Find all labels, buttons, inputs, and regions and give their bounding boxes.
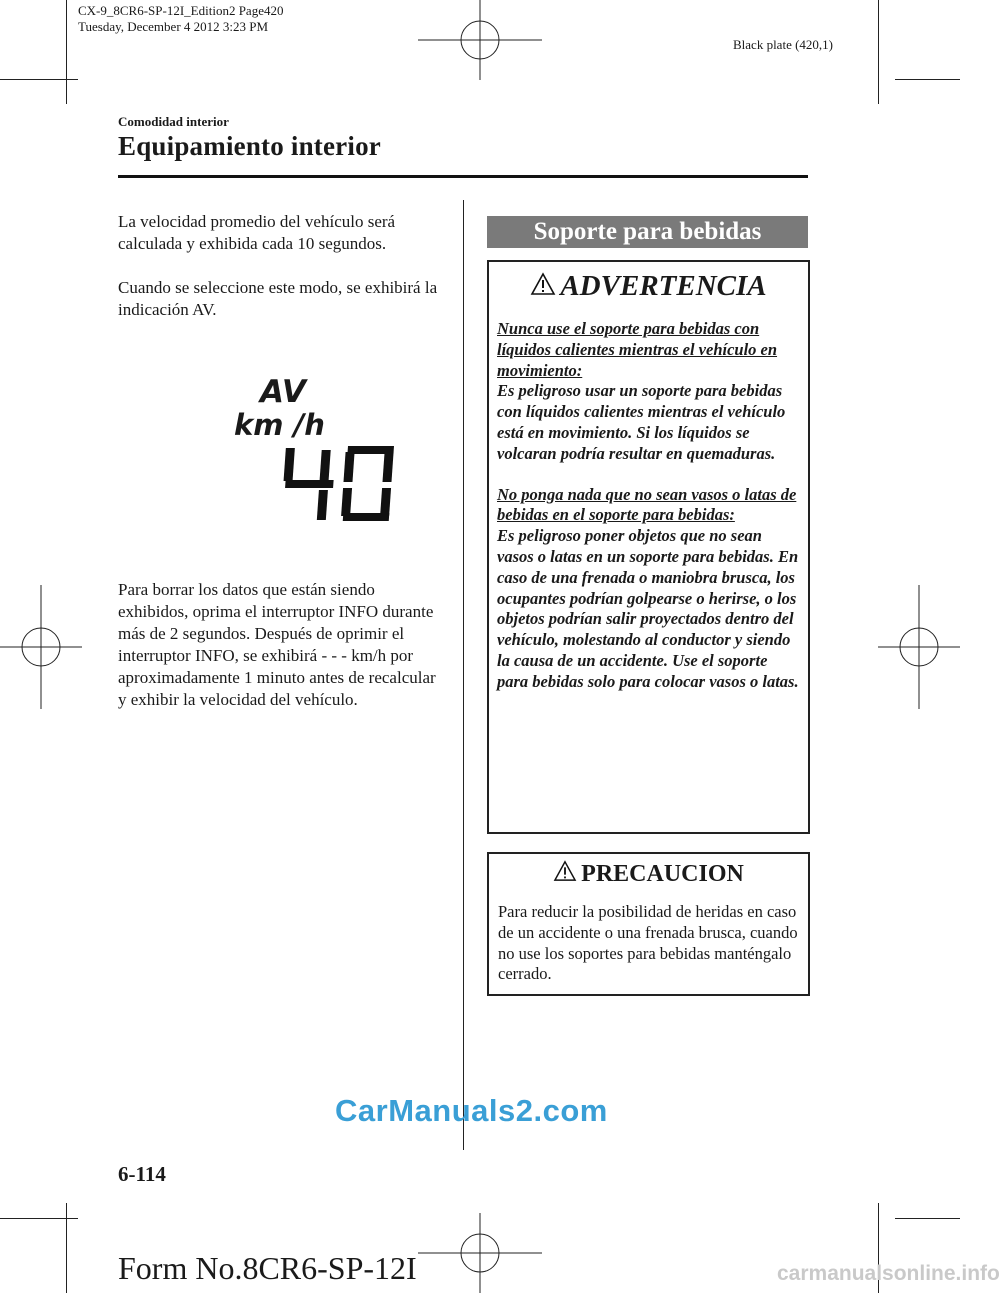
print-plate-label: Black plate (420,1) [733, 37, 833, 52]
registration-mark-top [418, 0, 542, 80]
paragraph-average-speed: La velocidad promedio del vehículo será calculada y exhibida cada 10 segundos. [118, 212, 396, 253]
caution-title-text: PRECAUCION [581, 861, 744, 887]
crop-mark [895, 1218, 960, 1219]
display-unit-label: km /h [234, 408, 325, 442]
print-header-line1: CX-9_8CR6-SP-12I_Edition2 Page420 [78, 3, 284, 18]
section-label: Comodidad interior [118, 114, 229, 129]
section-heading-cup-holder: Soporte para bebidas [487, 216, 808, 248]
warning-triangle-icon [553, 860, 577, 882]
watermark-site: carmanualsonline.info [777, 1262, 1000, 1285]
caution-text: Para reducir la posibilidad de heridas en caso de un accidente o una frenada brusca, cuando no use los soportes para bebidas manténgalo cerrado. [498, 902, 798, 984]
registration-mark-right [878, 585, 960, 709]
paragraph-clear-data: Para borrar los datos que están siendo exhibidos, oprima el interruptor INFO durante más de 2 segundos. Después de oprimir el interruptor INFO, se exhibirá - - - km/h por aproximadamente 1 minuto antes de recalcular y exhibir la velocidad del vehículo. [118, 580, 436, 709]
warning-item1-text: Es peligroso usar un soporte para bebidas con líquidos calientes mientras el vehículo está en movimiento. Si los líquidos se volcaran podría resultar en quemaduras. [497, 381, 786, 463]
page-title: Equipamiento interior [118, 131, 381, 161]
crop-mark [66, 1203, 67, 1293]
crop-mark [0, 1218, 78, 1219]
crop-mark [878, 0, 879, 104]
registration-mark-bottom [418, 1213, 542, 1293]
registration-mark-left [0, 585, 82, 709]
warning-body [489, 319, 808, 693]
caution-box [487, 852, 810, 996]
warning-item2-text: Es peligroso poner objetos que no sean vasos o latas en un soporte para bebidas. En caso de una frenada o maniobra brusca, los ocupantes podrían golpearse o herirse, o los objetos podrían salir proyectados dentro del vehículo, molestando al conductor y siendo la causa de un accidente. Use el soporte para bebidas solo para colocar vasos o latas. [497, 526, 799, 691]
speed-display-figure [220, 370, 420, 530]
paragraph-av-indication: Cuando se seleccione este modo, se exhibirá la indicación AV. [118, 278, 438, 319]
crop-mark [66, 0, 67, 104]
title-rule [118, 175, 808, 178]
warning-title-text: ADVERTENCIA [560, 270, 767, 302]
print-header-line2: Tuesday, December 4 2012 3:23 PM [78, 19, 269, 34]
display-mode-label: AV [260, 374, 306, 410]
warning-triangle-icon [530, 272, 556, 296]
form-number: Form No.8CR6-SP-12I [118, 1250, 417, 1286]
page-number: 6-114 [118, 1162, 166, 1186]
crop-mark [0, 79, 78, 80]
warning-title [489, 262, 808, 303]
caution-title [489, 854, 808, 888]
warning-item1-heading: Nunca use el soporte para bebidas con líquidos calientes mientras el vehículo en movimiento: [497, 319, 778, 380]
warning-item2-heading: No ponga nada que no sean vasos o latas de bebidas en el soporte para bebidas: [497, 484, 797, 525]
crop-mark [895, 79, 960, 80]
display-digits [282, 446, 402, 522]
warning-box [487, 260, 810, 834]
column-divider [463, 200, 464, 1150]
watermark-brand: CarManuals2.com [335, 1093, 608, 1128]
